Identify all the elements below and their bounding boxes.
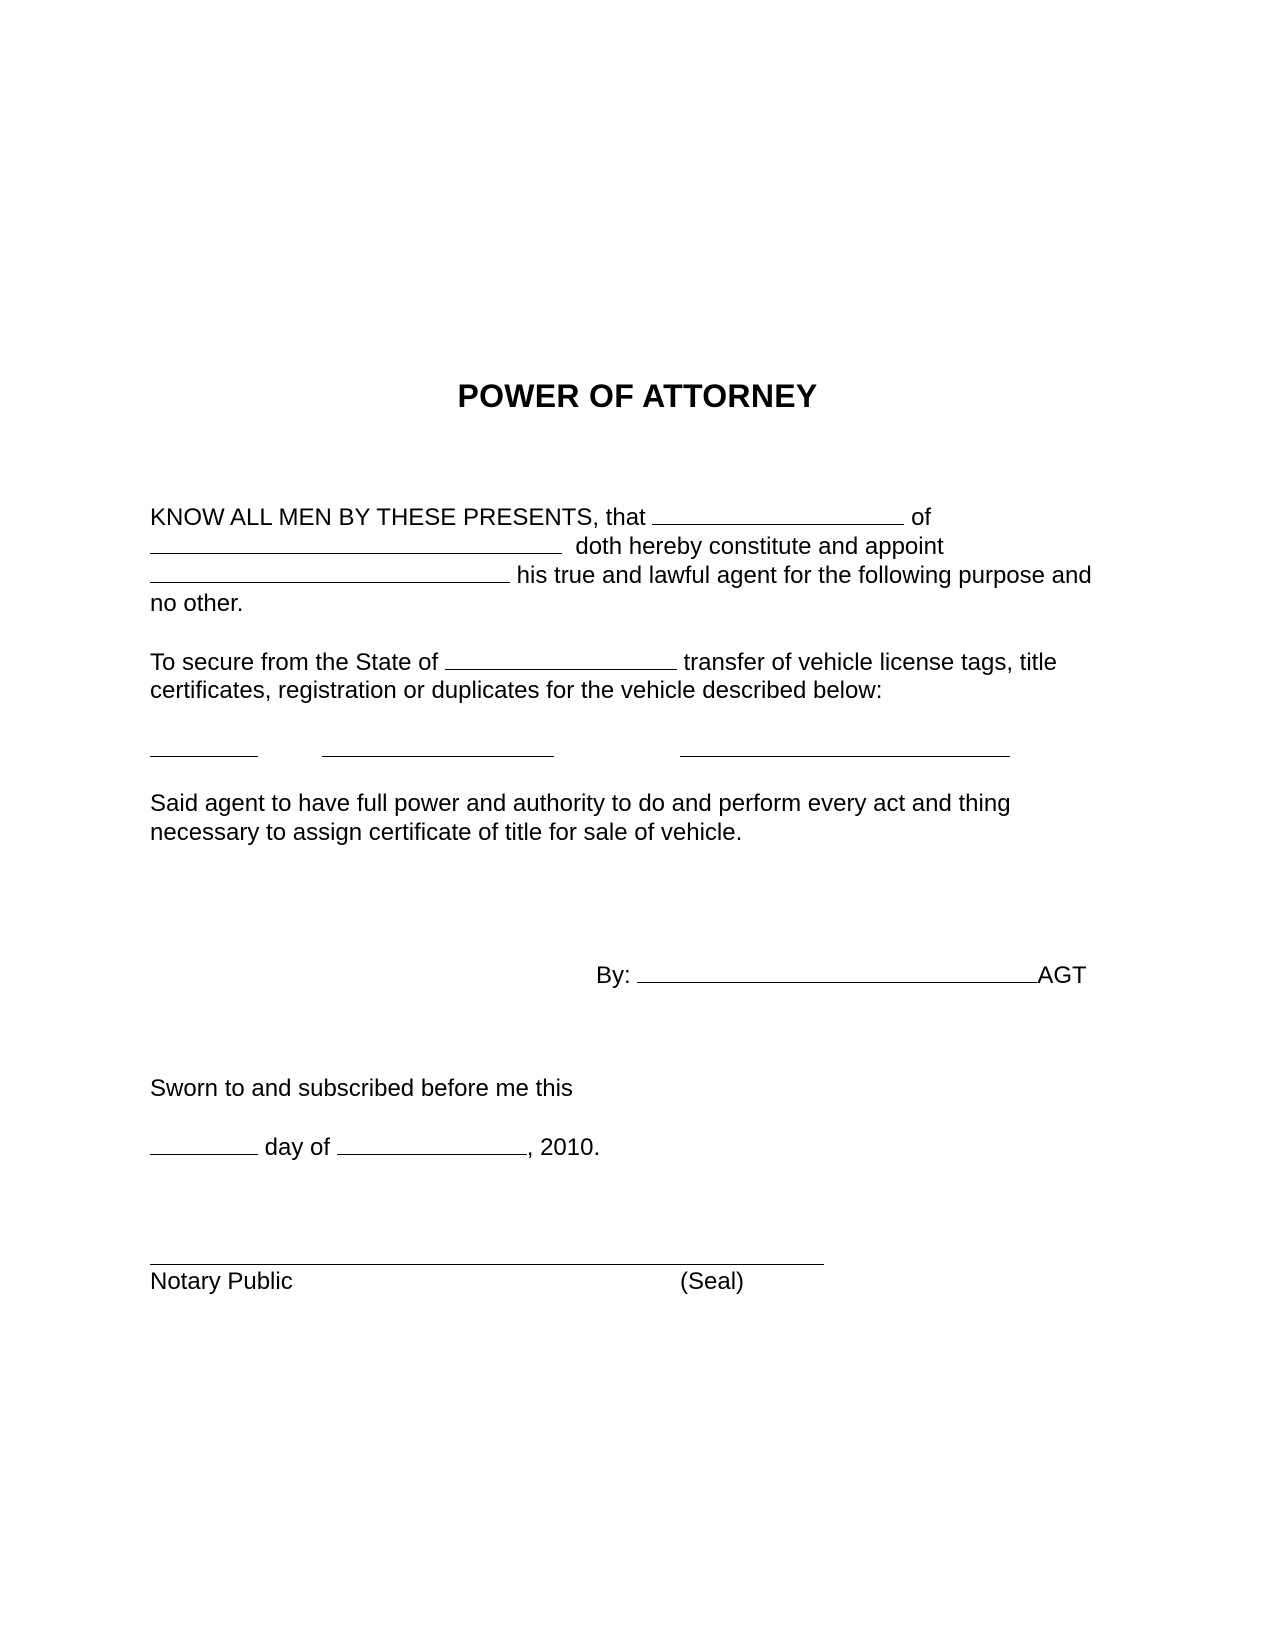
sworn-text: Sworn to and subscribed before me this: [150, 1075, 573, 1102]
paragraph-1-line-1: [150, 502, 931, 532]
agent-name-blank[interactable]: [150, 560, 510, 583]
vehicle-vin-blank[interactable]: [680, 756, 1010, 757]
paragraph-2-line-1: [150, 647, 1057, 677]
paragraph-3-line-1: Said agent to have full power and authority to do and perform every act and thing: [150, 790, 1011, 817]
signature-by-label: By:: [596, 962, 631, 989]
sworn-date-row: [150, 1132, 600, 1162]
agent-signature-blank[interactable]: [637, 960, 1037, 983]
signature-row: [596, 960, 1087, 990]
seal-label: (Seal): [680, 1268, 745, 1295]
paragraph-2-line-1-start: To secure from the State of: [150, 649, 439, 676]
paragraph-1-line-3-text: his true and lawful agent for the following purpose and: [516, 562, 1092, 589]
paragraph-2-line-1-end: transfer of vehicle license tags, title: [683, 649, 1057, 676]
paragraph-3-line-2: necessary to assign certificate of title for sale of vehicle.: [150, 819, 743, 846]
paragraph-1-line-2-text: doth hereby constitute and appoint: [575, 533, 944, 560]
paragraph-1-line-2: [150, 531, 944, 561]
signature-suffix: AGT: [1037, 962, 1087, 989]
vehicle-make-blank[interactable]: [322, 756, 554, 757]
paragraph-1-line-4: no other.: [150, 590, 244, 617]
day-blank[interactable]: [150, 1132, 258, 1155]
grantor-address-blank[interactable]: [150, 531, 562, 554]
paragraph-1-line-1-end: of: [911, 504, 932, 531]
notary-signature-line[interactable]: [150, 1264, 824, 1265]
sworn-day-label: day of: [264, 1134, 331, 1161]
month-blank[interactable]: [337, 1132, 527, 1155]
sworn-year-text: , 2010.: [526, 1134, 601, 1161]
paragraph-1-line-3: [150, 560, 1092, 590]
paragraph-2-line-2: certificates, registration or duplicates for the vehicle described below:: [150, 677, 883, 704]
notary-label: Notary Public: [150, 1268, 293, 1295]
state-blank[interactable]: [445, 647, 677, 670]
document-title: POWER OF ATTORNEY: [457, 378, 818, 414]
vehicle-year-blank[interactable]: [150, 756, 258, 757]
grantor-name-blank[interactable]: [652, 502, 904, 525]
notary-row: [150, 1268, 830, 1296]
paragraph-1-line-1-start: KNOW ALL MEN BY THESE PRESENTS, that: [150, 504, 646, 531]
